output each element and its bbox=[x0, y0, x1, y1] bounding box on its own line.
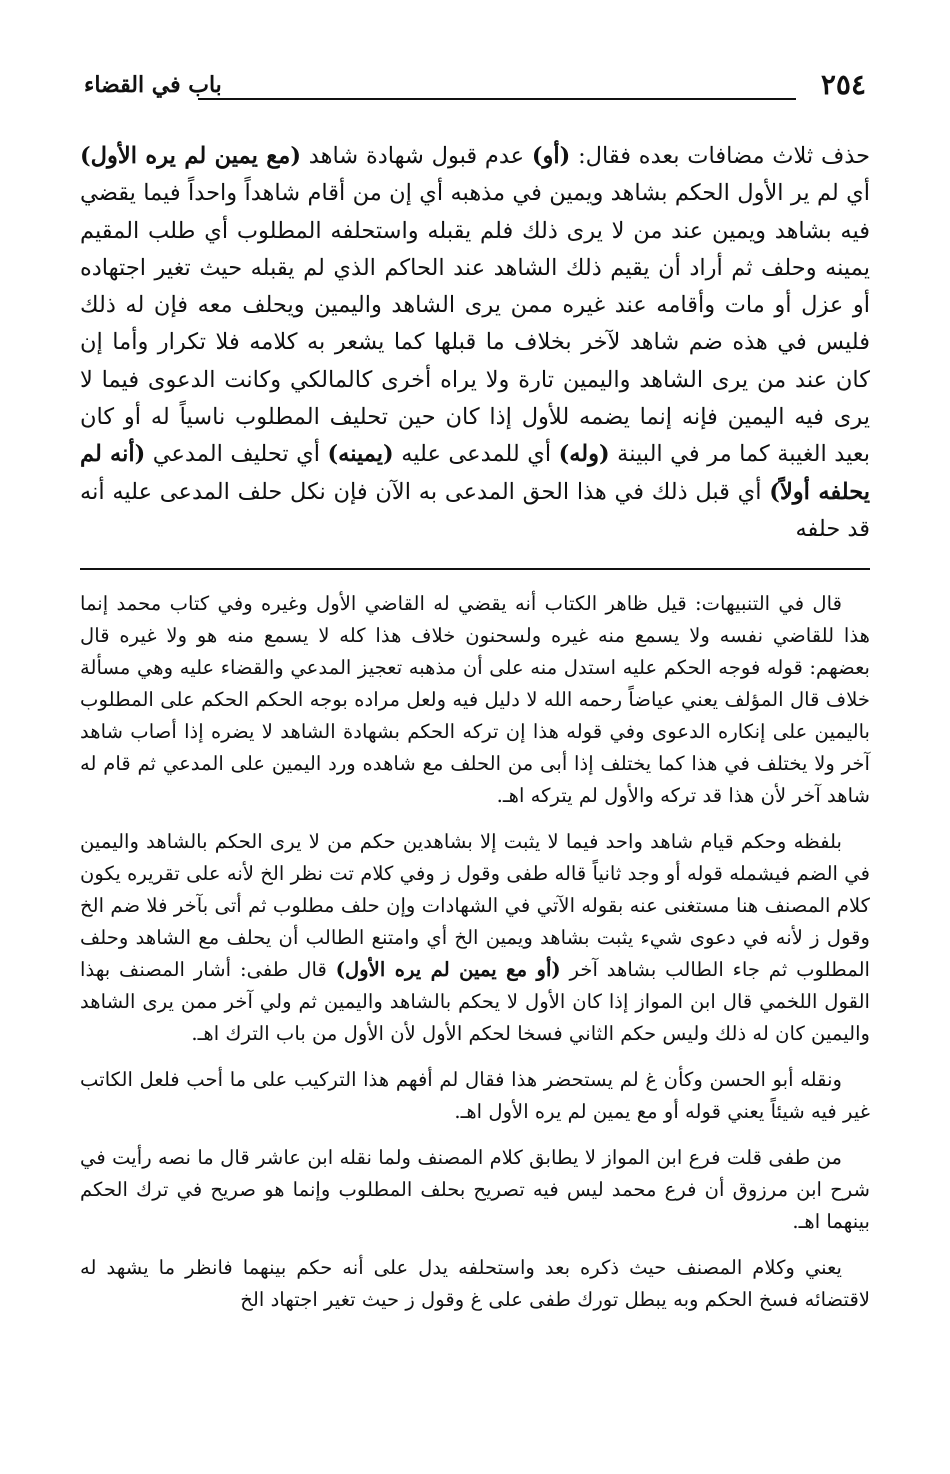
footnote-paragraph bbox=[80, 826, 870, 1050]
text-segment: قال في التنبيهات: قيل ظاهر الكتاب أنه يقضي له القاضي الأول وغيره وفي كتاب محمد إنما هذا للقاضي نفسه ولا يسمع منه غيره ولسحنون خلاف هذا كله لا يسمع منه هو ولا غيره قال بعضهم: قوله فوجه الحكم عليه استدل منه على أن مذهبه تعجيز المدعي والقضاء عليه وهي مسألة خلاف قال المؤلف يعني عياضاً رحمه الله لا دليل فيه ولعل مراده بوجه الحكم الحكم على المطلوب باليمين على إنكاره الدعوى وفي قوله هذا إن تركه الحكم بشهادة الشاهد لا يضره إذا أصاب شاهد آخر ولا يختلف في هذا كما يختلف إذا أبى من الحلف مع شاهده ورد اليمين على المدعي ثم قام له شاهد آخر لأن هذا قد تركه والأول لم يتركه اهـ. bbox=[80, 592, 870, 808]
footnote-separator bbox=[80, 568, 870, 570]
text-segment: ونقله أبو الحسن وكأن غ لم يستحضر هذا فقال لم أفهم هذا التركيب على ما أحب فلعل الكاتب غير فيه شيئاً يعني قوله أو مع يمين لم يره الأول اهـ. bbox=[80, 1068, 870, 1124]
page-header bbox=[80, 62, 870, 108]
bold-segment: (أو مع يمين لم يره الأول) bbox=[335, 958, 561, 982]
bold-segment: (أنه لم يحلفه أولاً) bbox=[80, 441, 870, 505]
text-segment: أي لم ير الأول الحكم بشاهد ويمين في مذهبه أي إن من أقام شاهداً واحداً فيما يقضي فيه بشاهد ويمين عند من لا يرى ذلك فلم يقبله واستحلفه المطلوب أي طلب المقيم يمينه وحلف ثم أراد أن يقيم ذلك الشاهد عند الحاكم الذي لم يقبله حيث تغير اجتهاده أو عزل أو مات وأقامه عند غيره ممن يرى الشاهد واليمين ويحلف معه فإن له ذلك فليس في هذه ضم شاهد لآخر بخلاف ما قبلها كما يشعر به كلامه فلا تكرار وأما إن كان عند من يرى الشاهد واليمين تارة ولا يراه أخرى كالمالكي وكانت الدعوى فيما لا يرى فيه اليمين فإنه إنما يضمه للأول إذا كان حين تحليف المطلوب ناسياً له أو كان بعيد الغيبة كما مر في البينة bbox=[80, 180, 870, 468]
main-paragraph bbox=[80, 138, 870, 548]
bold-segment: (أو) bbox=[531, 143, 571, 169]
text-segment: قال طفى: أشار المصنف بهذا القول اللخمي قال ابن المواز إذا كان الأول لا يحكم بالشاهد واليمين ثم ولي آخر ممن يرى الشاهد واليمين كان له ذلك وليس حكم الثاني فسخا لحكم الأول لأن الأول من باب الترك اهـ. bbox=[80, 958, 870, 1046]
main-text bbox=[80, 138, 870, 548]
footnotes bbox=[80, 588, 870, 1316]
text-segment: يعني وكلام المصنف حيث ذكره بعد واستحلفه يدل على أنه حكم بينهما فانظر ما يشهد له لاقتضائه فسخ الحكم وبه يبطل تورك طفى على غ وقول ز حيث تغير اجتهاد الخ bbox=[80, 1256, 870, 1312]
text-segment: أي تحليف المدعي bbox=[145, 441, 328, 468]
header-rule bbox=[198, 98, 796, 100]
page-number: ٢٥٤ bbox=[820, 68, 866, 101]
bold-segment: (وله) bbox=[558, 441, 610, 468]
text-segment: عدم قبول شهادة شاهد bbox=[300, 143, 532, 169]
footnote-paragraph bbox=[80, 1252, 870, 1316]
footnote-paragraph bbox=[80, 1142, 870, 1238]
text-segment: من طفى قلت فرع ابن المواز لا يطابق كلام المصنف ولما نقله ابن عاشر قال ما نصه رأيت في شرح ابن مرزوق أن فرع محمد ليس فيه تصريح بحلف المطلوب وإنما هو صريح في ترك الحكم بينهما اهـ. bbox=[80, 1146, 870, 1234]
text-segment: أي قبل ذلك في هذا الحق المدعى به الآن فإن نكل حلف المدعى عليه أنه قد حلفه bbox=[80, 478, 870, 542]
bold-segment: (يمينه) bbox=[327, 441, 394, 468]
bold-segment: (مع يمين لم يره الأول) bbox=[80, 143, 301, 169]
text-segment: حذف ثلاث مضافات بعده فقال: bbox=[570, 143, 870, 169]
footnote-paragraph bbox=[80, 588, 870, 812]
footnote-paragraph bbox=[80, 1064, 870, 1128]
text-segment: بلفظه وحكم قيام شاهد واحد فيما لا يثبت إلا بشاهدين حكم من لا يرى الحكم بالشاهد واليمين في الضم فيشمله قوله أو وجد ثانياً قاله طفى وقول ز وفي كلام تت نظر الخ لأنه على تقريره يكون كلام المصنف هنا مستغنى عنه بقوله الآتي في الشهادات وإن حلف مطلوب ثم أتى بآخر فلا ضم الخ وقول ز لأنه في دعوى شيء يثبت بشاهد ويمين الخ أي وامتنع الطالب أن يحلف مع الشاهد وحلف المطلوب ثم جاء الطالب بشاهد آخر bbox=[80, 830, 870, 982]
text-segment: أي للمدعى عليه bbox=[393, 441, 559, 468]
book-page bbox=[80, 62, 870, 1330]
chapter-title: باب في القضاء bbox=[84, 72, 222, 98]
